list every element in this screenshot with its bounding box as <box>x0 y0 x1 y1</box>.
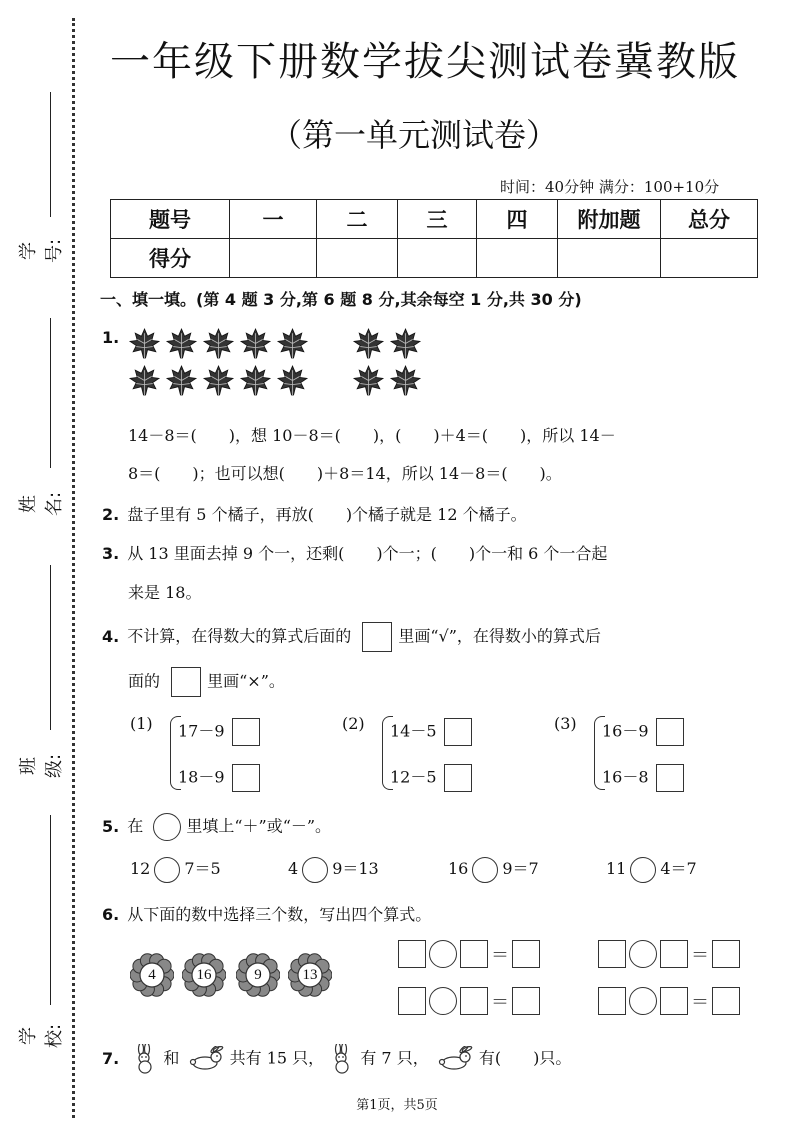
leaf-group-top-right <box>352 327 422 360</box>
q4-group1-top <box>178 718 260 746</box>
q5-item-1-left: 12 <box>130 859 151 878</box>
equation-operator-circle[interactable] <box>629 940 657 968</box>
q1-line2: 8＝( )；也可以想( )＋8＝14，所以 14－8＝( )。 <box>128 464 562 483</box>
q4-group3-top-box[interactable] <box>656 718 684 746</box>
q5 <box>102 813 331 841</box>
q4-group1-bottom-expr: 18－9 <box>178 767 225 787</box>
leaf-group-bottom-right <box>352 364 422 397</box>
q5-item-1-right: 7＝5 <box>184 859 221 878</box>
exam-meta: 时间：40分钟 满分：100+10分 <box>500 178 720 196</box>
binding-dotted-line <box>72 18 75 1118</box>
q4-group3-label: (3) <box>554 714 577 733</box>
q4-example-box <box>362 622 392 652</box>
q5-text-b: 里填上“＋”或“－”。 <box>186 816 332 836</box>
score-table-score-row <box>111 239 758 278</box>
q2 <box>102 502 527 525</box>
q5-text-a: 在 <box>127 816 144 836</box>
rabbit-standing-icon <box>132 1044 158 1074</box>
student-id-label: 学号: <box>18 238 65 264</box>
q4-group2-top-expr: 14－5 <box>390 721 437 741</box>
q4-group3-bottom-expr: 16－8 <box>602 767 649 787</box>
q7-num: 7. <box>102 1048 120 1068</box>
q4-line2 <box>128 667 285 697</box>
q5-item-3-left: 16 <box>448 859 469 878</box>
maple-leaf-icon <box>165 364 198 397</box>
number-flower <box>288 953 332 997</box>
name-label: 姓名: <box>18 491 65 517</box>
school-label: 学校: <box>18 1023 65 1049</box>
equation-template <box>398 940 540 968</box>
q2-text: 盘子里有 5 个橘子，再放( )个橘子就是 12 个橘子。 <box>127 505 527 524</box>
q5-item-3 <box>448 856 539 883</box>
equation-operator-circle[interactable] <box>629 987 657 1015</box>
score-table <box>110 199 758 278</box>
q5-item-1 <box>130 856 221 883</box>
q3-line2: 来是 18。 <box>128 583 202 602</box>
maple-leaf-icon <box>202 327 235 360</box>
q5-item-3-right: 9＝7 <box>502 859 539 878</box>
q7 <box>102 1044 571 1074</box>
score-header-cell: 总分 <box>661 200 758 239</box>
q5-item-3-circle[interactable] <box>472 857 498 883</box>
q5-num: 5. <box>102 816 120 836</box>
q4-group3-bottom-box[interactable] <box>656 764 684 792</box>
score-header-cell: 一 <box>230 200 317 239</box>
q6-num: 6. <box>102 905 120 924</box>
score-cell[interactable] <box>398 239 477 278</box>
student-id-line <box>50 92 51 217</box>
q4-group1-label: (1) <box>130 714 153 733</box>
q1-line1: 14－8＝( )，想 10－8＝( )，( )＋4＝( )，所以 14－ <box>128 426 616 445</box>
equation-template <box>398 987 540 1015</box>
equation-box[interactable] <box>660 940 688 968</box>
q3 <box>102 541 607 564</box>
q4-group3-top <box>602 718 684 746</box>
q4-group1-top-expr: 17－9 <box>178 721 225 741</box>
equals-sign: ＝ <box>491 945 509 966</box>
q4-group1-top-box[interactable] <box>232 718 260 746</box>
q1-num: 1. <box>102 328 120 347</box>
q3-num: 3. <box>102 544 120 563</box>
name-line <box>50 318 51 468</box>
equation-box[interactable] <box>460 987 488 1015</box>
q6 <box>102 902 431 925</box>
rabbit-running-icon <box>434 1046 474 1072</box>
q5-item-4-right: 4＝7 <box>660 859 697 878</box>
q7-text-2: 共有 15 只， <box>229 1048 325 1068</box>
maple-leaf-icon <box>202 364 235 397</box>
score-header-cell: 二 <box>317 200 398 239</box>
q4-group2-bottom-expr: 12－5 <box>390 767 437 787</box>
score-header-cell: 题号 <box>111 200 230 239</box>
q4-group2-top <box>390 718 472 746</box>
q4-group3-top-expr: 16－9 <box>602 721 649 741</box>
q1-number <box>102 328 127 347</box>
q5-item-4-left: 11 <box>606 859 627 878</box>
score-header-cell: 附加题 <box>558 200 661 239</box>
q4-line1a: 不计算，在得数大的算式后面的 <box>127 626 352 646</box>
flower-number: 9 <box>254 967 262 983</box>
leaf-group-top-left <box>128 327 309 360</box>
maple-leaf-icon <box>352 327 385 360</box>
q5-item-2-circle[interactable] <box>302 857 328 883</box>
q4-example-box-2 <box>171 667 201 697</box>
equation-template <box>598 987 740 1015</box>
q5-item-2 <box>288 856 379 883</box>
q4 <box>102 622 601 652</box>
q5-item-1-circle[interactable] <box>154 857 180 883</box>
maple-leaf-icon <box>128 327 161 360</box>
q7-text-4: 有( )只。 <box>478 1048 572 1068</box>
q4-line2b: 里画“×”。 <box>207 671 285 691</box>
equation-operator-circle[interactable] <box>429 940 457 968</box>
score-header-cell: 三 <box>398 200 477 239</box>
maple-leaf-icon <box>128 364 161 397</box>
flower-number: 4 <box>148 967 156 983</box>
score-cell[interactable] <box>317 239 398 278</box>
equation-box[interactable] <box>512 987 540 1015</box>
score-cell[interactable] <box>661 239 758 278</box>
equals-sign: ＝ <box>691 945 709 966</box>
q5-item-2-right: 9＝13 <box>332 859 379 878</box>
q4-group1-bottom <box>178 764 260 792</box>
maple-leaf-icon <box>352 364 385 397</box>
maple-leaf-icon <box>239 364 272 397</box>
section-1-title: 一、填一填。(第 4 题 3 分,第 6 题 8 分,其余每空 1 分,共 30 分) <box>100 290 582 309</box>
q5-example-circle <box>153 813 181 841</box>
equation-box[interactable] <box>398 940 426 968</box>
equation-box[interactable] <box>598 940 626 968</box>
class-label: 班级: <box>18 753 65 779</box>
class-line <box>50 565 51 730</box>
maple-leaf-icon <box>276 364 309 397</box>
flower-number: 16 <box>196 967 212 983</box>
q4-group1-bottom-box[interactable] <box>232 764 260 792</box>
score-cell[interactable] <box>558 239 661 278</box>
score-row-label: 得分 <box>111 239 230 278</box>
page-title: 一年级下册数学拔尖测试卷冀教版 <box>110 39 740 85</box>
maple-leaf-icon <box>276 327 309 360</box>
page-subtitle: （第一单元测试卷） <box>270 116 559 154</box>
number-flower <box>236 953 280 997</box>
q4-line2a: 面的 <box>128 671 161 691</box>
page-footer: 第1页，共5页 <box>356 1098 438 1113</box>
q4-line1b: 里画“√”，在得数小的算式后 <box>398 626 601 646</box>
rabbit-running-icon <box>185 1046 225 1072</box>
equation-box[interactable] <box>660 987 688 1015</box>
equation-box[interactable] <box>712 940 740 968</box>
equation-operator-circle[interactable] <box>429 987 457 1015</box>
q5-item-4-circle[interactable] <box>630 857 656 883</box>
maple-leaf-icon <box>239 327 272 360</box>
q5-item-4 <box>606 856 697 883</box>
q4-group2-label: (2) <box>342 714 365 733</box>
school-line <box>50 815 51 1005</box>
number-flower <box>130 953 174 997</box>
q4-group2-top-box[interactable] <box>444 718 472 746</box>
q4-group2-bottom-box[interactable] <box>444 764 472 792</box>
q7-text-3: 有 7 只， <box>360 1048 429 1068</box>
maple-leaf-icon <box>389 364 422 397</box>
equation-box[interactable] <box>512 940 540 968</box>
q6-text: 从下面的数中选择三个数，写出四个算式。 <box>127 905 432 924</box>
equation-template <box>598 940 740 968</box>
score-table-header-row <box>111 200 758 239</box>
equation-box[interactable] <box>460 940 488 968</box>
flower-number: 13 <box>302 967 318 983</box>
maple-leaf-icon <box>165 327 198 360</box>
score-cell[interactable] <box>230 239 317 278</box>
q4-group2-bottom <box>390 764 472 792</box>
q3-line1: 从 13 里面去掉 9 个一，还剩( )个一；( )个一和 6 个一合起 <box>127 544 608 563</box>
score-cell[interactable] <box>477 239 558 278</box>
q2-num: 2. <box>102 505 120 524</box>
q4-group3-bottom <box>602 764 684 792</box>
maple-leaf-icon <box>389 327 422 360</box>
equals-sign: ＝ <box>691 992 709 1013</box>
equation-box[interactable] <box>712 987 740 1015</box>
equation-box[interactable] <box>598 987 626 1015</box>
equals-sign: ＝ <box>491 992 509 1013</box>
equation-box[interactable] <box>398 987 426 1015</box>
q5-item-2-left: 4 <box>288 859 299 878</box>
leaf-group-bottom-left <box>128 364 309 397</box>
q4-num: 4. <box>102 626 120 646</box>
score-header-cell: 四 <box>477 200 558 239</box>
rabbit-standing-icon <box>329 1044 355 1074</box>
number-flower <box>182 953 226 997</box>
q7-text-1: 和 <box>163 1048 180 1068</box>
